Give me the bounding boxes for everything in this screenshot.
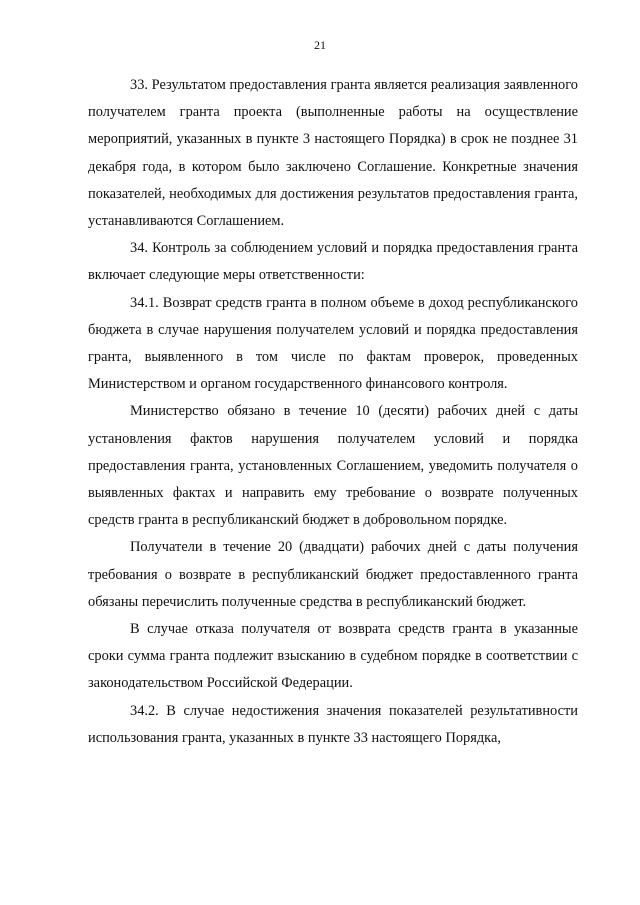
page-number: 21: [314, 38, 326, 52]
paragraph-34-2: 34.2. В случае недостижения значения показателей результативности использования гранта, указанных в пункте 33 настоящего Порядка,: [88, 702, 578, 746]
paragraph-recipients-refund: Получатели в течение 20 (двадцати) рабочих дней с даты получения требования о возврате в республиканский бюджет предоставленного гранта обязаны перечислить полученные средства в республиканский бюджет.: [88, 539, 578, 610]
paragraph-34: 34. Контроль за соблюдением условий и порядка предоставления гранта включает следующие меры ответственности:: [88, 240, 578, 284]
paragraph-ministry-obligation: Министерство обязано в течение 10 (десяти) рабочих дней с даты установления фактов нарушения получателем условий и порядка предоставления гранта, установленных Соглашением, уведомить получателя о выявленных фактах и направить ему требование о возврате полученных средств гранта в республиканский бюджет в добровольном порядке.: [88, 403, 578, 529]
document-body: [88, 72, 578, 752]
paragraph-34-1: 34.1. Возврат средств гранта в полном объеме в доход республиканского бюджета в случае нарушения получателем условий и порядка предоставления гранта, выявленного в том числе по фактам проверок, проведенных Министерством и органом государственного финансового контроля.: [88, 294, 578, 393]
paragraph-refusal-case: В случае отказа получателя от возврата средств гранта в указанные сроки сумма гранта подлежит взысканию в судебном порядке в соответствии с законодательством Российской Федерации.: [88, 621, 578, 692]
paragraph-33: 33. Результатом предоставления гранта является реализация заявленного получателем гранта проекта (выполненные работы на осуществление мероприятий, указанных в пункте 3 настоящего Порядка) в срок не позднее 31 декабря года, в котором было заключено Соглашение. Конкретные значения показателей, необходимых для достижения результатов предоставления гранта, устанавливаются Соглашением.: [88, 77, 578, 230]
